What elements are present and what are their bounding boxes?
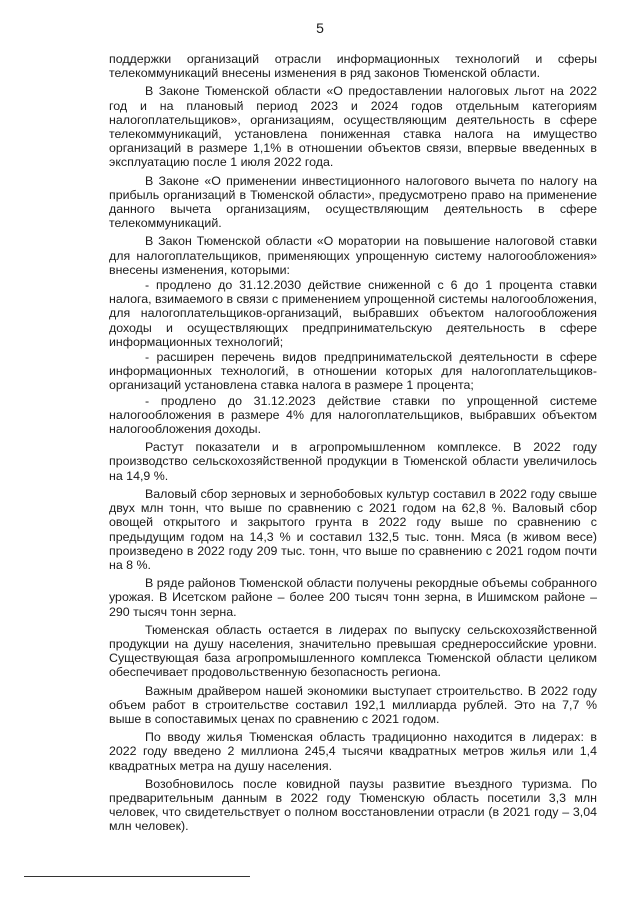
list-item-rate-extension-2030: - продлено до 31.12.2030 действие сниженной с 6 до 1 процента ставки налога, взимаемого в связи с применением упрощенной системы налогообложения, для налогоплательщиков-организаций, выбравших объектом налогообложения доходы и осуществляющих предпринимательскую деятельность в сфере информационных технологий; bbox=[109, 278, 597, 349]
paragraph-tax-benefits-law: В Законе Тюменской области «О предоставлении налоговых льгот на 2022 год и на плановый период 2023 и 2024 годов отдельным категориям налогоплательщиков», организациям, осуществляющим деятельность в сфере телекоммуникаций, установлена пониженная ставка налога на имущество организаций в размере 1,1% в отношении объектов связи, впервые введенных в эксплуатацию после 1 июля 2022 года. bbox=[109, 84, 597, 170]
paragraph-agro-leadership: Тюменская область остается в лидерах по выпуску сельскохозяйственной продукции на душу населения, значительно превышая среднероссийские уровни. Существующая база агропромышленного комплекса Тюменской области целиком обеспечивает продовольственную безопасность региона. bbox=[109, 622, 597, 680]
paragraph-continuation: поддержки организаций отрасли информационных технологий и сферы телекоммуникаций внесены изменения в ряд законов Тюменской области. bbox=[109, 52, 597, 81]
paragraph-tourism: Возобновилось после ковидной паузы развитие въездного туризма. По предварительным данным в 2022 году Тюменскую область посетили 3,3 млн человек, что свидетельствует о полном восстановлении отрасли (в 2021 году – 3,04 млн человек). bbox=[109, 776, 597, 834]
paragraph-investment-deduction: В Законе «О применении инвестиционного налогового вычета по налогу на прибыль организаций в Тюменской области», предусмотрено право на применение данного вычета организациям, осуществляющим деятельность в сфере телекоммуникаций. bbox=[109, 173, 597, 231]
paragraph-housing: По вводу жилья Тюменская область традиционно находится в лидерах: в 2022 году введено 2 миллиона 245,4 тысячи квадратных метров жилья или 1,4 квадратных метра на душу населения. bbox=[109, 730, 597, 773]
paragraph-record-harvest: В ряде районов Тюменской области получены рекордные объемы собранного урожая. В Исетском районе – более 200 тысяч тонн зерна, в Ишимском районе – 290 тысяч тонн зерна. bbox=[109, 576, 597, 619]
paragraph-construction: Важным драйвером нашей экономики выступает строительство. В 2022 году объем работ в строительстве составил 192,1 миллиарда рублей. Это на 7,7 % выше в сопоставимых ценах по сравнению с 2021 годом. bbox=[109, 683, 597, 726]
paragraph-agro-growth: Растут показатели и в агропромышленном комплексе. В 2022 году производство сельскохозяйственной продукции в Тюменской области увеличилось на 14,9 %. bbox=[109, 440, 597, 483]
footnote-divider bbox=[24, 876, 250, 877]
list-item-rate-extension-2023: - продлено до 31.12.2023 действие ставки по упрощенной системе налогообложения в размере 4% для налогоплательщиков, выбравших объектом налогообложения доходы. bbox=[109, 393, 597, 437]
document-body bbox=[109, 52, 597, 838]
list-item-expanded-activities: - расширен перечень видов предпринимательской деятельности в сфере информационных технологий, в отношении которых для налогоплательщиков-организаций установлена ставка налога в размере 1 процента; bbox=[109, 350, 597, 393]
paragraph-harvest-figures: Валовый сбор зерновых и зернобобовых культур составил в 2022 году свыше двух млн тонн, что выше по сравнению с 2021 годом на 62,8 %. Валовый сбор овощей открытого и закрытого грунта в 2022 году выше по сравнению с предыдущим годом на 14,3 % и составил 132,5 тыс. тонн. Мяса (в живом весе) произведено в 2022 году 209 тыс. тонн, что выше по сравнению с 2021 годом почти на 8 %. bbox=[109, 486, 597, 572]
page-number: 5 bbox=[316, 20, 324, 36]
paragraph-moratorium-law: В Закон Тюменской области «О моратории на повышение налоговой ставки для налогоплательщиков, применяющих упрощенную систему налогообложения» внесены изменения, которыми: bbox=[109, 234, 597, 277]
